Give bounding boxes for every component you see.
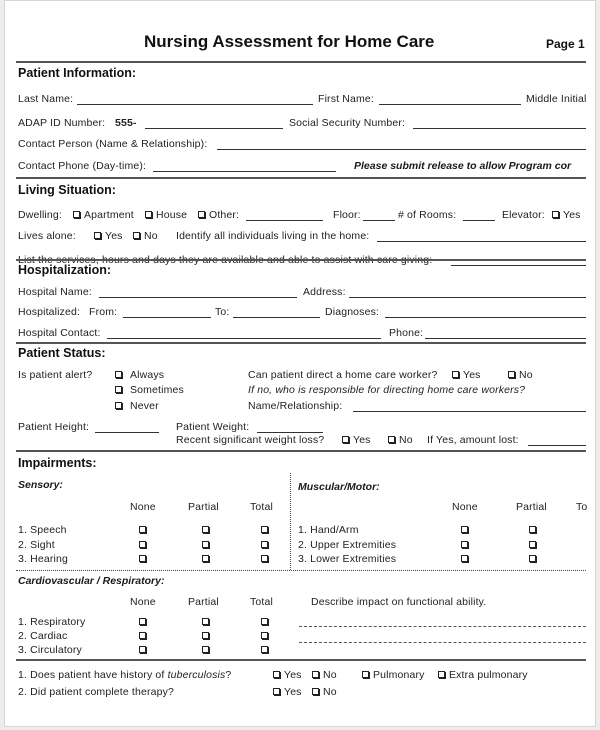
services-field[interactable] <box>451 265 586 266</box>
form-page <box>4 0 596 727</box>
checkbox-icon[interactable] <box>139 555 146 562</box>
col-none: None <box>130 596 156 608</box>
cardio-item-respiratory: 1. Respiratory <box>18 616 86 628</box>
dwelling-label: Dwelling: <box>18 209 62 221</box>
lives-alone-no-option[interactable]: No <box>133 230 158 242</box>
divider <box>16 177 586 179</box>
checkbox-icon[interactable] <box>438 671 445 678</box>
tb-extra-pulmonary-option[interactable]: Extra pulmonary <box>438 669 528 681</box>
page-title: Nursing Assessment for Home Care <box>144 32 435 51</box>
elevator-yes-option[interactable]: Yes <box>552 209 581 221</box>
checkbox-icon[interactable] <box>508 371 515 378</box>
describe-impact-field[interactable] <box>299 626 586 627</box>
to-date-field[interactable] <box>233 317 320 318</box>
first-name-field[interactable] <box>379 104 521 105</box>
checkbox-icon[interactable] <box>461 541 468 548</box>
diagnoses-label: Diagnoses: <box>325 306 380 318</box>
weight-loss-yes-option[interactable]: Yes <box>342 434 371 446</box>
identify-individuals-field[interactable] <box>377 241 586 242</box>
floor-field[interactable] <box>363 220 395 221</box>
checkbox-icon[interactable] <box>261 646 268 653</box>
checkbox-icon[interactable] <box>202 555 209 562</box>
adap-id-prefix: 555- <box>115 117 137 129</box>
checkbox-icon[interactable] <box>312 671 319 678</box>
muscular-item-lower: 3. Lower Extremities <box>298 553 397 565</box>
checkbox-icon[interactable] <box>139 632 146 639</box>
checkbox-icon[interactable] <box>139 541 146 548</box>
col-total: Total <box>250 596 273 608</box>
checkbox-icon[interactable] <box>145 211 152 218</box>
hospital-contact-label: Hospital Contact: <box>18 327 101 339</box>
column-divider <box>290 473 291 570</box>
describe-impact-label: Describe impact on functional ability. <box>311 596 487 608</box>
alert-label: Is patient alert? <box>18 369 93 381</box>
col-none: None <box>130 501 156 513</box>
checkbox-icon[interactable] <box>261 555 268 562</box>
hospital-name-label: Hospital Name: <box>18 286 92 298</box>
checkbox-icon[interactable] <box>273 671 280 678</box>
checkbox-icon[interactable] <box>261 541 268 548</box>
divider <box>16 342 586 344</box>
checkbox-icon[interactable] <box>73 211 80 218</box>
checkbox-icon[interactable] <box>461 526 468 533</box>
dwelling-other-field[interactable] <box>246 220 323 221</box>
identify-individuals-label: Identify all individuals living in the home: <box>176 230 370 242</box>
checkbox-icon[interactable] <box>529 541 536 548</box>
rooms-field[interactable] <box>463 220 495 221</box>
describe-impact-field[interactable] <box>299 642 586 643</box>
checkbox-icon[interactable] <box>115 386 122 393</box>
section-patient-information: Patient Information: <box>18 66 137 80</box>
cardio-title: Cardiovascular / Respiratory: <box>18 575 165 587</box>
checkbox-icon[interactable] <box>452 371 459 378</box>
contact-phone-field[interactable] <box>153 171 336 172</box>
checkbox-icon[interactable] <box>198 211 205 218</box>
dwelling-apartment-option[interactable]: Apartment <box>73 209 134 221</box>
lives-alone-label: Lives alone: <box>18 230 76 242</box>
checkbox-icon[interactable] <box>139 618 146 625</box>
tb-therapy-yes-option[interactable]: Yes <box>273 686 302 698</box>
hospital-phone-field[interactable] <box>425 338 586 339</box>
divider <box>16 259 586 261</box>
if-no-note: If no, who is responsible for directing home care workers? <box>248 384 526 396</box>
diagnoses-field[interactable] <box>385 317 586 318</box>
floor-label: Floor: <box>333 209 361 221</box>
checkbox-icon[interactable] <box>202 646 209 653</box>
dwelling-house-option[interactable]: House <box>145 209 187 221</box>
contact-phone-label: Contact Phone (Day-time): <box>18 160 147 172</box>
release-note: Please submit release to allow Program cor <box>354 160 572 172</box>
col-partial: Partial <box>188 501 219 513</box>
name-relationship-field[interactable] <box>353 411 586 412</box>
amount-lost-label: If Yes, amount lost: <box>427 434 519 446</box>
col-partial: Partial <box>188 596 219 608</box>
contact-person-label: Contact Person (Name & Relationship): <box>18 138 208 150</box>
checkbox-icon[interactable] <box>139 526 146 533</box>
sensory-item-hearing: 3. Hearing <box>18 553 68 565</box>
col-total: Total <box>250 501 273 513</box>
direct-worker-label: Can patient direct a home care worker? <box>248 369 438 381</box>
checkbox-icon[interactable] <box>342 436 349 443</box>
from-date-field[interactable] <box>123 317 211 318</box>
muscular-title: Muscular/Motor: <box>298 481 380 493</box>
first-name-label: First Name: <box>318 93 374 105</box>
last-name-field[interactable] <box>77 104 313 105</box>
checkbox-icon[interactable] <box>202 618 209 625</box>
muscular-item-upper: 2. Upper Extremities <box>298 539 397 551</box>
checkbox-icon[interactable] <box>273 688 280 695</box>
section-hospitalization: Hospitalization: <box>18 263 112 277</box>
elevator-label: Elevator: <box>502 209 545 221</box>
checkbox-icon[interactable] <box>261 632 268 639</box>
checkbox-icon[interactable] <box>202 526 209 533</box>
sensory-title: Sensory: <box>18 479 63 491</box>
amount-lost-field[interactable] <box>528 445 586 446</box>
to-label: To: <box>215 306 230 318</box>
tb-therapy-question: 2. Did patient complete therapy? <box>18 686 174 698</box>
weight-label: Patient Weight: <box>176 421 250 433</box>
checkbox-icon[interactable] <box>362 671 369 678</box>
checkbox-icon[interactable] <box>261 526 268 533</box>
muscular-item-hand-arm: 1. Hand/Arm <box>298 524 359 536</box>
checkbox-icon[interactable] <box>133 232 140 239</box>
col-partial: Partial <box>516 501 547 513</box>
lives-alone-yes-option[interactable]: Yes <box>94 230 123 242</box>
weight-field[interactable] <box>257 432 323 433</box>
section-impairments: Impairments: <box>18 456 97 470</box>
checkbox-icon[interactable] <box>312 688 319 695</box>
tb-history-question: 1. Does patient have history of tuberculosis? <box>18 669 232 681</box>
height-label: Patient Height: <box>18 421 90 433</box>
middle-initial-label: Middle Initial <box>526 93 587 105</box>
hospitalized-label: Hospitalized: <box>18 306 81 318</box>
address-field[interactable] <box>349 297 586 298</box>
name-relationship-label: Name/Relationship: <box>248 400 343 412</box>
section-patient-status: Patient Status: <box>18 346 106 360</box>
section-living-situation: Living Situation: <box>18 183 116 197</box>
divider <box>16 61 586 63</box>
tb-history-no-option[interactable]: No <box>312 669 337 681</box>
checkbox-icon[interactable] <box>529 526 536 533</box>
checkbox-icon[interactable] <box>388 436 395 443</box>
height-field[interactable] <box>95 432 159 433</box>
checkbox-icon[interactable] <box>115 371 122 378</box>
adap-id-label: ADAP ID Number: <box>18 117 106 129</box>
checkbox-icon[interactable] <box>94 232 101 239</box>
checkbox-icon[interactable] <box>202 632 209 639</box>
weight-loss-label: Recent significant weight loss? <box>176 434 325 446</box>
alert-always-option[interactable]: Always <box>115 369 164 381</box>
divider <box>16 450 586 452</box>
direct-worker-yes-option[interactable]: Yes <box>452 369 481 381</box>
adap-id-field[interactable] <box>145 128 283 129</box>
checkbox-icon[interactable] <box>552 211 559 218</box>
sensory-item-sight: 2. Sight <box>18 539 55 551</box>
tb-therapy-no-option[interactable]: No <box>312 686 337 698</box>
page-number: Page 1 <box>546 37 585 51</box>
hospital-contact-field[interactable] <box>107 338 381 339</box>
checkbox-icon[interactable] <box>115 402 122 409</box>
checkbox-icon[interactable] <box>202 541 209 548</box>
cardio-item-cardiac: 2. Cardiac <box>18 630 68 642</box>
direct-worker-no-option[interactable]: No <box>508 369 533 381</box>
phone-label: Phone: <box>389 327 424 339</box>
sensory-item-speech: 1. Speech <box>18 524 67 536</box>
contact-person-field[interactable] <box>217 149 586 150</box>
last-name-label: Last Name: <box>18 93 74 105</box>
col-none: None <box>452 501 478 513</box>
col-total: To <box>576 501 588 513</box>
tb-pulmonary-option[interactable]: Pulmonary <box>362 669 425 681</box>
ssn-field[interactable] <box>413 128 586 129</box>
dwelling-other-option[interactable]: Other: <box>198 209 239 221</box>
checkbox-icon[interactable] <box>529 555 536 562</box>
rooms-label: # of Rooms: <box>398 209 457 221</box>
tb-history-yes-option[interactable]: Yes <box>273 669 302 681</box>
alert-never-option[interactable]: Never <box>115 400 159 412</box>
from-label: From: <box>89 306 118 318</box>
checkbox-icon[interactable] <box>261 618 268 625</box>
ssn-label: Social Security Number: <box>289 117 406 129</box>
divider <box>16 659 586 661</box>
cardio-item-circulatory: 3. Circulatory <box>18 644 82 656</box>
hospital-name-field[interactable] <box>99 297 297 298</box>
checkbox-icon[interactable] <box>461 555 468 562</box>
weight-loss-no-option[interactable]: No <box>388 434 413 446</box>
dotted-divider <box>16 570 586 571</box>
address-label: Address: <box>303 286 346 298</box>
alert-sometimes-option[interactable]: Sometimes <box>115 384 184 396</box>
checkbox-icon[interactable] <box>139 646 146 653</box>
